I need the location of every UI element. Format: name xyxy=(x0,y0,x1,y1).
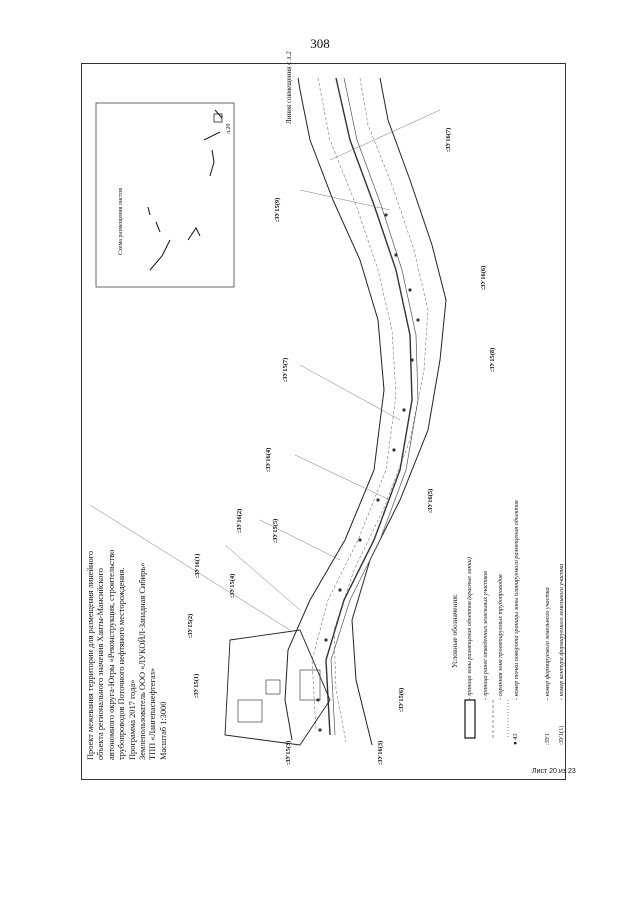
leader-line-1 xyxy=(330,110,440,160)
site-building-1 xyxy=(238,700,262,722)
parcel-label: :ЗУ15(3) xyxy=(285,740,292,765)
legend-item-text: - охранная зона проектируемых трубопроводов xyxy=(497,574,504,700)
parcel-label: :ЗУ15(9) xyxy=(274,197,281,222)
site-boundary xyxy=(225,630,330,745)
legend-item-symbol: :ЗУ1 xyxy=(544,732,551,745)
leader-line-6 xyxy=(225,545,300,610)
legend-item-text: - граница ранее отведенных земельных участков xyxy=(482,571,489,700)
inset-current-sheet-marker xyxy=(214,114,222,122)
parcel-label: :ЗУ15(2) xyxy=(187,613,194,638)
parcel-label: :ЗУ15(4) xyxy=(229,573,236,598)
title-line: Землепользователь ООО «ЛУКОЙЛ-Западная Сибирь» xyxy=(138,562,148,760)
legend-item-symbol: ● 43 xyxy=(512,733,519,745)
parcel-label: :ЗУ16(5) xyxy=(427,488,434,513)
title-line: Программа 2017 года» xyxy=(127,679,137,760)
parcel-label: :ЗУ16(4) xyxy=(265,447,272,472)
parcel-label: :ЗУ15(6) xyxy=(398,687,405,712)
legend-item-symbol: :ЗУ1(1) xyxy=(558,725,565,745)
legend-item-text: - граница зоны размещения объектов (красные линии) xyxy=(466,557,473,700)
title-line: Проект межевания территории для размещения линейного xyxy=(86,550,95,760)
parcel-label: :ЗУ15(8) xyxy=(489,347,496,372)
title-line: объекта регионального значения Ханты-Мансийского xyxy=(96,568,106,760)
legend-symbols xyxy=(465,700,508,738)
legend-title: Условные обозначения: xyxy=(450,594,459,668)
parcel-label: :ЗУ16(3) xyxy=(377,740,384,765)
parcel-label: :ЗУ15(7) xyxy=(282,357,289,382)
corridor-right-boundary xyxy=(352,78,446,745)
legend-item-text: - номер точки поворота границы зоны планируемого размещения объектов xyxy=(513,500,520,700)
parcel-label: :ЗУ16(2) xyxy=(236,508,243,533)
corridor-left-boundary xyxy=(285,78,384,740)
matchline-label: Линия совмещения с л.2 xyxy=(285,51,293,124)
parcel-label: :ЗУ15(1) xyxy=(193,673,200,698)
parcel-label: :ЗУ16(6) xyxy=(480,265,487,290)
pipeline-route xyxy=(326,78,412,735)
title-line: автономного округа-Югры «Реконструкция, строительство xyxy=(106,549,116,760)
site-building-3 xyxy=(300,670,320,700)
site-building-2 xyxy=(266,680,280,694)
legend-item-text: - номер контура формируемого земельного участка xyxy=(558,563,565,700)
parcel-label: :ЗУ16(1) xyxy=(194,553,201,578)
inset-label: л.20 xyxy=(226,123,232,134)
page-number: 308 xyxy=(310,36,330,51)
title-line: Масштаб 1:3000 xyxy=(158,701,168,760)
title-block xyxy=(86,40,169,760)
inset-title: Схема размещения листов xyxy=(118,187,124,255)
allotment-line-a xyxy=(312,78,396,730)
sheet-number: Лист 20 из 23 xyxy=(532,768,576,775)
parcel-label: :ЗУ16(7) xyxy=(445,127,452,152)
legend-symbol-red-line xyxy=(465,700,475,738)
pipeline-route-parallel xyxy=(331,78,418,735)
title-line: трубопроводов Поточного нефтяного месторождения. xyxy=(117,567,127,760)
parcel-label: :ЗУ15(5) xyxy=(272,518,279,543)
leader-line-3 xyxy=(300,365,400,420)
title-line: ТПП «Лангепаснефтегаз» xyxy=(148,667,158,760)
facility-site xyxy=(225,630,330,745)
leader-line-4 xyxy=(295,455,390,500)
legend-item-text: - номер формируемого земельного участка xyxy=(544,587,551,700)
